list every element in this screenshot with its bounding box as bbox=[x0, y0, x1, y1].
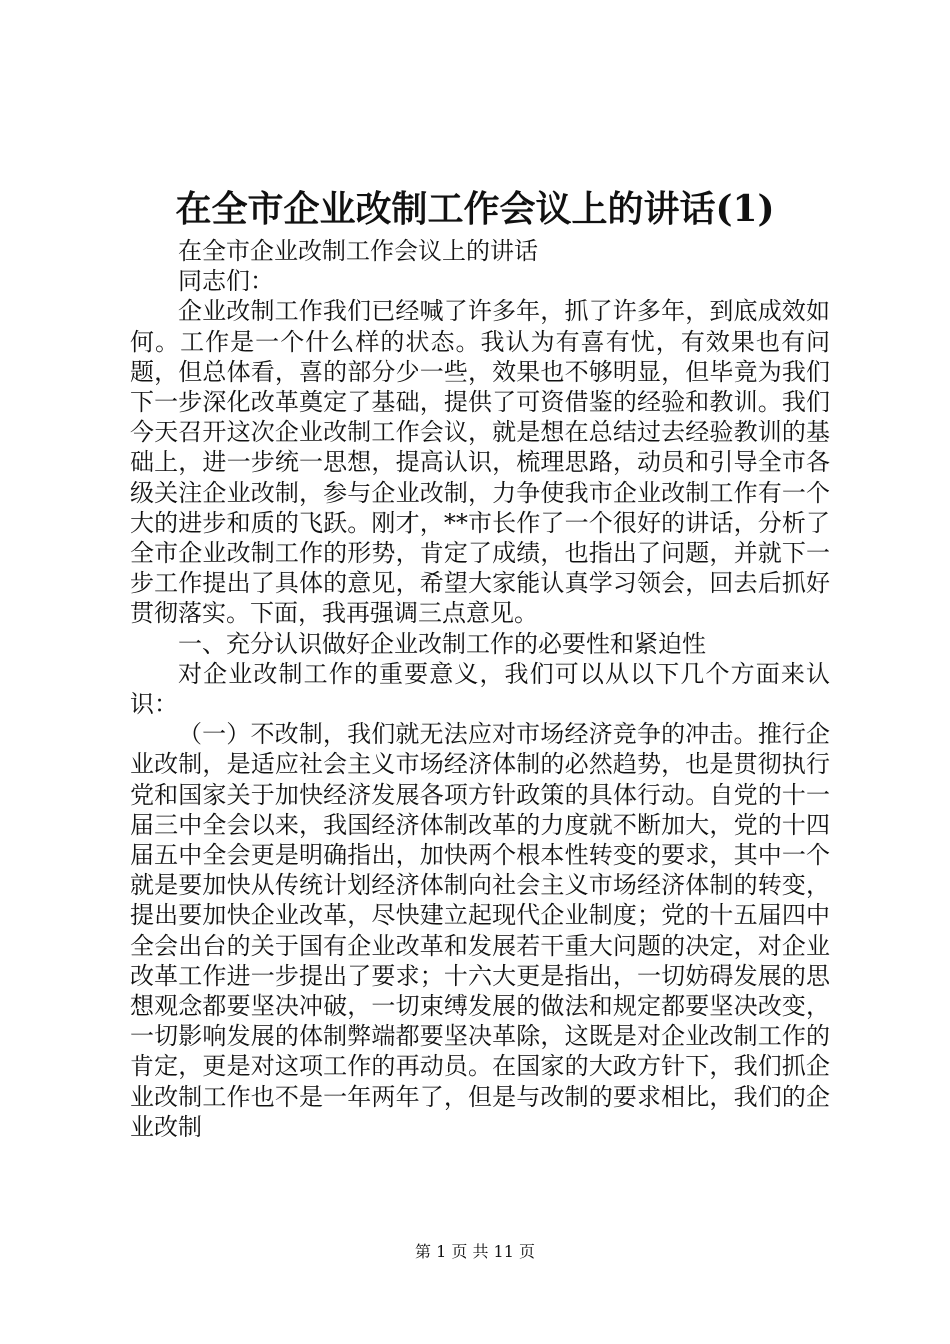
body-paragraph: 企业改制工作我们已经喊了许多年，抓了许多年，到底成效如何。工作是一个什么样的状态。我认为有喜有忧，有效果也有问题，但总体看，喜的部分少一些，效果也不够明显，但毕竟为我们下一步深化改革奠定了基础，提供了可资借鉴的经验和教训。我们今天召开这次企业改制工作会议，就是想在总结过去经验教训的基础上，进一步统一思想，提高认识，梳理思路，动员和引导全市各级关注企业改制，参与企业改制，力争使我市企业改制工作有一个大的进步和质的飞跃。刚才，**市长作了一个很好的讲话，分析了全市企业改制工作的形势，肯定了成绩，也指出了问题，并就下一步工作提出了具体的意见，希望大家能认真学习领会，回去后抓好贯彻落实。下面，我再强调三点意见。 bbox=[130, 297, 830, 628]
body-paragraph: （一）不改制，我们就无法应对市场经济竞争的冲击。推行企业改制，是适应社会主义市场经济体制的必然趋势，也是贯彻执行党和国家关于加快经济发展各项方针政策的具体行动。自党的十一届三中全会以来，我国经济体制改革的力度就不断加大，党的十四届五中全会更是明确指出，加快两个根本性转变的要求，其中一个就是要加快从传统计划经济体制向社会主义市场经济体制的转变，提出要加快企业改革，尽快建立起现代企业制度；党的十五届四中全会出台的关于国有企业改革和发展若干重大问题的决定，对企业改革工作进一步提出了要求；十六大更是指出，一切妨碍发展的思想观念都要坚决冲破，一切束缚发展的做法和规定都要坚决改变，一切影响发展的体制弊端都要坚决革除，这既是对企业改制工作的肯定，更是对这项工作的再动员。在国家的大政方针下，我们抓企业改制工作也不是一年两年了，但是与改制的要求相比，我们的企业改制 bbox=[130, 720, 830, 1141]
document-body bbox=[130, 236, 830, 1142]
salutation-paragraph: 同志们： bbox=[178, 267, 274, 296]
document-title: 在全市企业改制工作会议上的讲话(1) bbox=[175, 188, 775, 230]
subtitle-paragraph: 在全市企业改制工作会议上的讲话 bbox=[178, 237, 538, 265]
section-heading: 一、充分认识做好企业改制工作的必要性和紧迫性 bbox=[178, 629, 706, 658]
body-paragraph: 对企业改制工作的重要意义，我们可以从以下几个方面来认识： bbox=[130, 659, 830, 719]
page-number-footer: 第 1 页 共 11 页 bbox=[415, 1242, 535, 1261]
